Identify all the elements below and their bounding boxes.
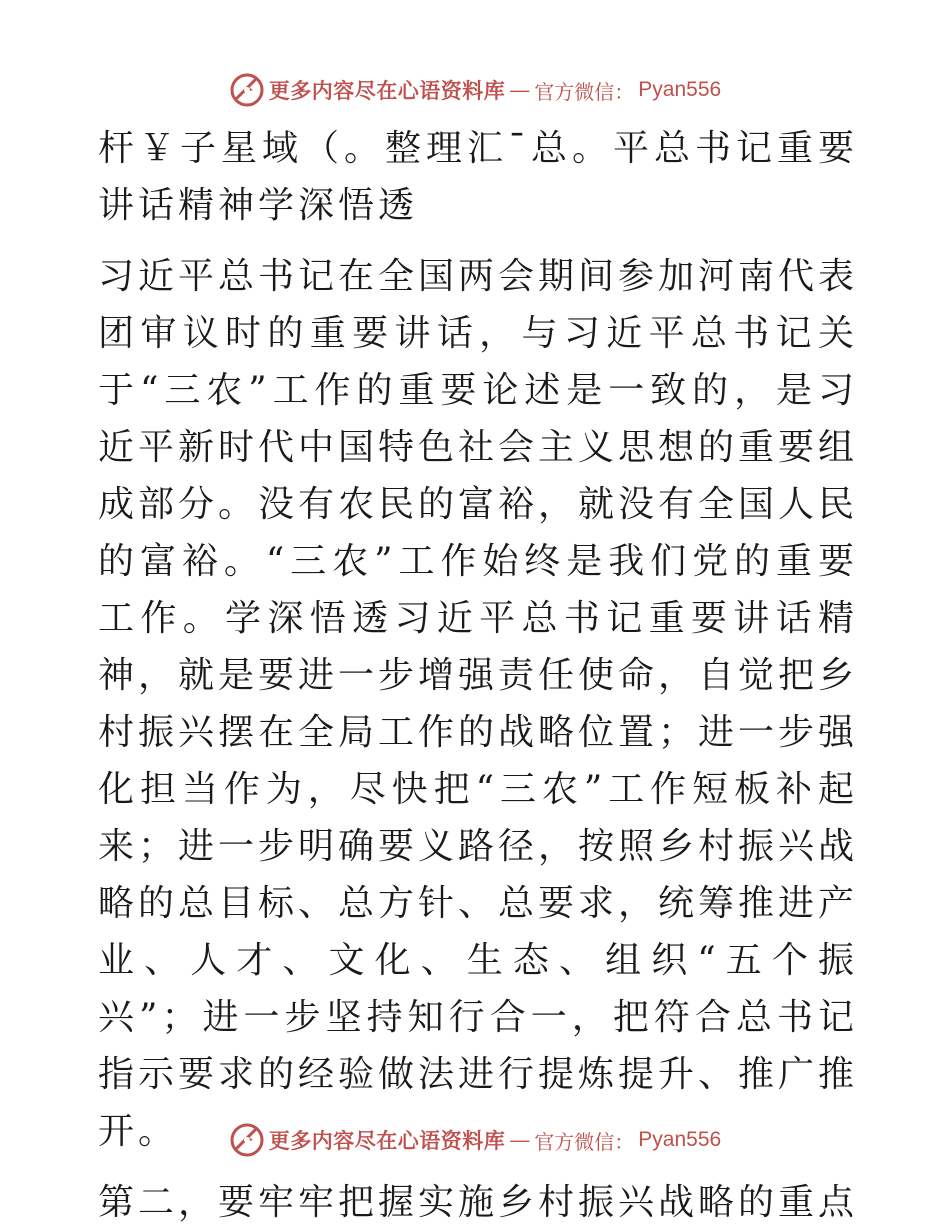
footer-wechat-label: 官方微信：: [534, 1129, 635, 1154]
footer-banner: [0, 1116, 950, 1164]
header-banner: [0, 66, 950, 114]
footer-banner-inner: [229, 1122, 721, 1158]
document-body-paragraph: 习近平总书记在全国两会期间参加河南代表团审议时的重要讲话，与习近平总书记关于“三农”工作的重要论述是一致的，是习近平新时代中国特色社会主义思想的重要组成部分。没有农民的富裕，就没有全国人民的富裕。“三农”工作始终是我们党的重要工作。学深悟透习近平总书记重要讲话精神，就是要进一步增强责任使命，自觉把乡村振兴摆在全局工作的战略位置；进一步强化担当作为，尽快把“三农”工作短板补起来；进一步明确要义路径，按照乡村振兴战略的总目标、总方针、总要求，统筹推进产业、人才、文化、生态、组织“五个振兴”；进一步坚持知行合一，把符合总书记指示要求的经验做法进行提炼提升、推广推开。: [98, 256, 859, 1152]
header-banner-text: 更多内容尽在心语资料库: [268, 78, 506, 103]
document-section-heading: 第二，要牢牢把握实施乡村振兴战略的重点: [98, 1182, 859, 1223]
brand-logo-icon: [229, 72, 265, 108]
header-wechat-label: 官方微信：: [534, 79, 635, 104]
footer-wechat-id: Pyan556: [638, 1128, 722, 1151]
document-content: [98, 120, 858, 1231]
document-title: 杆￥子星域（。整理汇¯总。平总书记重要讲话精神学深悟透: [98, 128, 858, 226]
footer-banner-separator: —: [509, 1128, 531, 1152]
header-banner-separator: —: [509, 78, 531, 102]
header-wechat-id: Pyan556: [638, 78, 722, 101]
footer-banner-text: 更多内容尽在心语资料库: [268, 1128, 506, 1153]
header-banner-inner: [229, 72, 721, 108]
brand-logo-icon: [229, 1122, 265, 1158]
